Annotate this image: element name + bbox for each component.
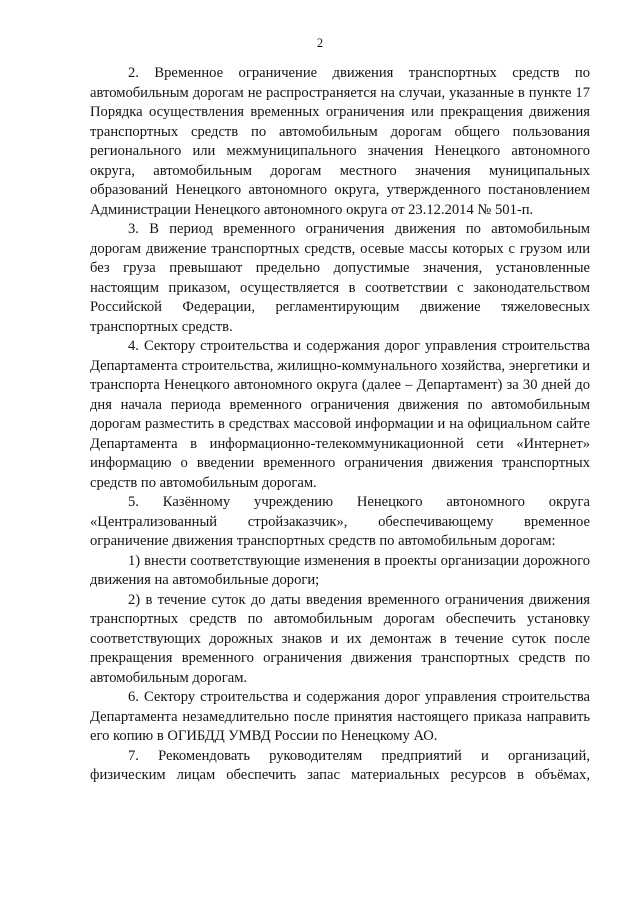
document-body: [90, 64, 590, 786]
paragraph-7: 7. Рекомендовать руководителям предприятий и организаций, физическим лицам обеспечить запас материальных ресурсов в объёмах,: [90, 747, 590, 783]
paragraph-4: 4. Сектору строительства и содержания дорог управления строительства Департамента строительства, жилищно-коммунального хозяйства, энергетики и транспорта Ненецкого автономного округа (далее – Департамент) за 30 дней до дня начала периода временного ограничения движения по автомобильным дорогам разместить в средствах массовой информации и на официальном сайте Департамента в информационно-телекоммуникационной сети «Интернет» информацию о введении временного ограничения движения транспортных средств по автомобильным дорогам.: [90, 338, 590, 491]
paragraph-6: 6. Сектору строительства и содержания дорог управления строительства Департамента незамедлительно после принятия настоящего приказа направить его копию в ОГИБДД УМВД России по Ненецкому АО.: [90, 689, 590, 744]
page-number: 2: [316, 36, 324, 50]
paragraph-3: 3. В период временного ограничения движения по автомобильным дорогам движение транспортных средств, осевые массы которых с грузом или без груза превышают предельно допустимые значения, установленные настоящим приказом, осуществляется в соответствии с законодательством Российской Федерации, регламентирующим движение тяжеловесных транспортных средств.: [90, 221, 590, 335]
paragraph-5: 5. Казённому учреждению Ненецкого автономного округа «Централизованный стройзаказчик», обеспечивающему временное ограничение движения транспортных средств по автомобильным дорогам:: [90, 494, 590, 549]
paragraph-5-item-1: 1) внести соответствующие изменения в проекты организации дорожного движения на автомобильные дороги;: [90, 552, 590, 588]
paragraph-2: 2. Временное ограничение движения транспортных средств по автомобильным дорогам не распространяется на случаи, указанные в пункте 17 Порядка осуществления временных ограничения или прекращения движения транспортных средств по автомобильным дорогам общего пользования регионального или межмуниципального значения Ненецкого автономного округа, автомобильным дорогам местного значения муниципальных образований Ненецкого автономного округа, утвержденного постановлением Администрации Ненецкого автономного округа от 23.12.2014 № 501-п.: [90, 65, 590, 218]
paragraph-5-item-2: 2) в течение суток до даты введения временного ограничения движения транспортных средств по автомобильным дорогам обеспечить установку соответствующих дорожных знаков и их демонтаж в течение суток после прекращения временного ограничения движения транспортных средств по автомобильным дорогам.: [90, 591, 590, 686]
